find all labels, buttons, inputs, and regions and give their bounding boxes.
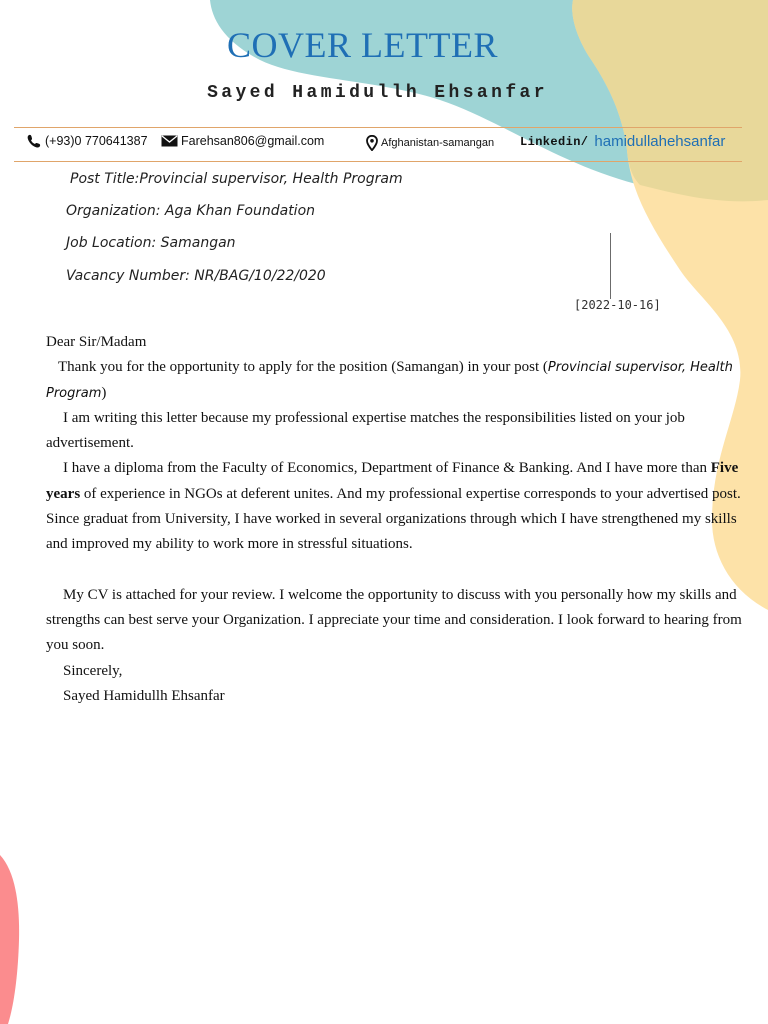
letter-body xyxy=(46,330,743,709)
paragraph-expertise: I am writing this letter because my professional expertise matches the responsibilities listed on your job advertisement. xyxy=(46,409,685,452)
document-title: COVER LETTER xyxy=(227,25,498,65)
letter-date: [2022-10-16] xyxy=(574,298,661,312)
experience-years: Five years xyxy=(46,460,739,502)
linkedin-label: Linkedin/ xyxy=(520,134,589,149)
contact-linkedin xyxy=(520,133,725,150)
job-location: Job Location: Samangan xyxy=(66,235,236,251)
post-title: Post Title:Provincial supervisor, Health Program xyxy=(70,171,403,187)
paragraph-closing: My CV is attached for your review. I welcome the opportunity to discuss with you personally how my skills and strengths can best serve your Organization. I appreciate your time and consideration. I look forward to hearing from you soon. xyxy=(46,586,742,654)
linkedin-link[interactable]: hamidullahehsanfar xyxy=(594,133,726,150)
intro-position: Provincial supervisor, Health Program xyxy=(46,360,733,401)
signature: Sayed Hamidullh Ehsanfar xyxy=(63,687,225,704)
intro-text: Thank you for the opportunity to apply for the position (Samangan) in your post ( xyxy=(58,359,548,376)
experience-start: I have a diploma from the Faculty of Economics, Department of Finance & Banking. And I have more than xyxy=(63,460,711,477)
text-cursor-line xyxy=(610,233,611,299)
vacancy-number: Vacancy Number: NR/BAG/10/22/020 xyxy=(66,268,326,284)
applicant-name: Sayed Hamidullh Ehsanfar xyxy=(207,83,548,103)
contact-divider-bottom xyxy=(14,161,742,162)
paragraph-intro xyxy=(46,355,743,406)
email-icon xyxy=(161,135,178,147)
paragraph-experience xyxy=(46,456,743,557)
location-text: Afghanistan-samangan xyxy=(381,137,495,149)
contact-location xyxy=(366,135,494,151)
phone-text: (+93)0 770641387 xyxy=(45,134,148,148)
contact-phone xyxy=(26,134,148,148)
salutation: Dear Sir/Madam xyxy=(46,334,147,350)
paragraph-spacer xyxy=(46,558,743,583)
intro-close: ) xyxy=(101,384,107,401)
contact-divider-top xyxy=(14,127,742,128)
experience-end: of experience in NGOs at deferent unites. And my professional expertise corresponds to your advertised post. Since graduat from University, I have worked in several organizations through which I have strengthened my skills and improved my ability to work more in stressful situations. xyxy=(46,485,741,553)
contact-email xyxy=(161,134,324,148)
organization: Organization: Aga Khan Foundation xyxy=(66,203,316,219)
phone-icon xyxy=(26,134,42,148)
email-text[interactable]: Farehsan806@gmail.com xyxy=(181,134,325,148)
location-pin-icon xyxy=(366,135,378,151)
closing-phrase: Sincerely, xyxy=(63,662,123,679)
